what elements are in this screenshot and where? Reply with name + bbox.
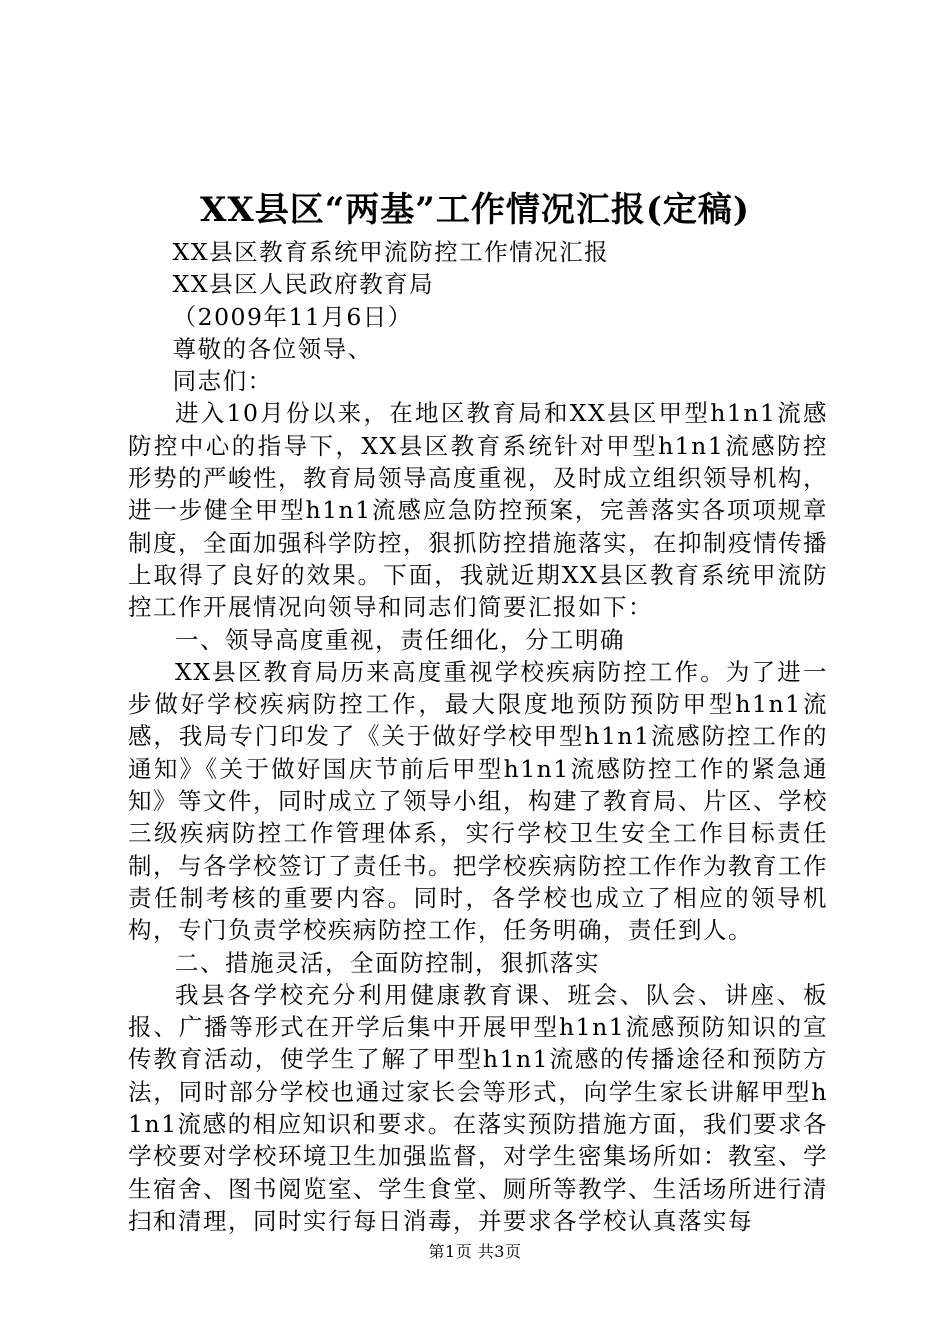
body-paragraph: 尊敬的各位领导、 xyxy=(172,334,373,363)
body-paragraph: XX县区教育局历来高度重视学校疾病防控工作。为了进一步做好学校疾病防控工作，最大限度地预防预防甲型h1n1流感，我局专门印发了《关于做好学校甲型h1n1流感防控工作的通知》《关于做好国庆节前后甲型h1n1流感防控工作的紧急通知》等文件，同时成立了领导小组，构建了教育局、片区、学校三级疾病防控工作管理体系，实行学校卫生安全工作目标责任制，与各学校签订了责任书。把学校疾病防控工作作为教育工作责任制考核的重要内容。同时，各学校也成立了相应的领导机构，专门负责学校疾病防控工作，任务明确，责任到人。 xyxy=(128,657,828,945)
section-heading: 二、措施灵活，全面防控制，狠抓落实 xyxy=(175,948,600,977)
document-title: XX县区“两基”工作情况汇报(定稿) xyxy=(199,190,751,230)
body-paragraph: （2009年11月6日） xyxy=(172,302,413,331)
body-paragraph: XX县区教育系统甲流防控工作情况汇报 xyxy=(172,238,610,266)
page-footer: 第1页 共3页 xyxy=(428,1242,522,1261)
body-paragraph: XX县区人民政府教育局 xyxy=(172,270,435,299)
section-heading: 一、领导高度重视，责任细化，分工明确 xyxy=(175,625,625,654)
document-body xyxy=(128,236,828,1237)
body-paragraph: 同志们： xyxy=(172,367,273,396)
body-paragraph: 我县各学校充分利用健康教育课、班会、队会、讲座、板报、广播等形式在开学后集中开展甲型h1n1流感预防知识的宣传教育活动，使学生了解了甲型h1n1流感的传播途径和预防方法，同时部分学校也通过家长会等形式，向学生家长讲解甲型h1n1流感的相应知识和要求。在落实预防措施方面，我们要求各学校要对学校环境卫生加强监督，对学生密集场所如：教室、学生宿舍、图书阅览室、学生食堂、厕所等教学、生活场所进行清扫和清理，同时实行每日消毒，并要求各学校认真落实每 xyxy=(128,980,828,1235)
body-paragraph: 进入10月份以来，在地区教育局和XX县区甲型h1n1流感防控中心的指导下，XX县区教育系统针对甲型h1n1流感防控形势的严峻性，教育局领导高度重视，及时成立组织领导机构，进一步健全甲型h1n1流感应急防控预案，完善落实各项项规章制度，全面加强科学防控，狠抓防控措施落实，在抑制疫情传播上取得了良好的效果。下面，我就近期XX县区教育系统甲流防控工作开展情况向领导和同志们简要汇报如下： xyxy=(128,399,828,622)
